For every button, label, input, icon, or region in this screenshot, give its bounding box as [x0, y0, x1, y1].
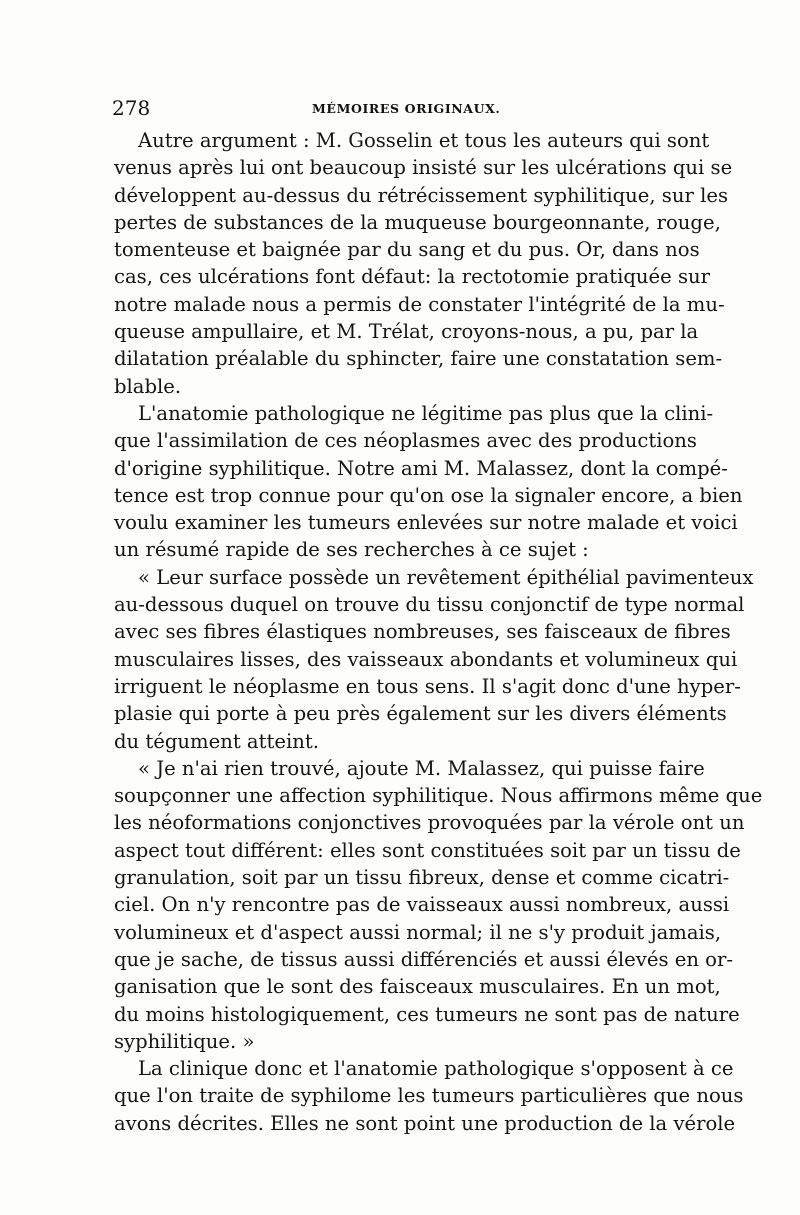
text-line: avons décrites. Elles ne sont point une production de la vérole — [114, 1111, 736, 1135]
text-line: d'origine syphilitique. Notre ami M. Malassez, dont la compé- — [114, 456, 728, 480]
text-line: soupçonner une affection syphilitique. Nous affirmons même que — [114, 784, 763, 808]
text-line: L'anatomie pathologique ne légitime pas plus que la clini- — [138, 401, 714, 425]
text-line: que l'on traite de syphilome les tumeurs particulières que nous — [114, 1084, 744, 1108]
text-line: irriguent le néoplasme en tous sens. Il s'agit donc d'une hyper- — [114, 674, 741, 698]
text-line: du tégument atteint. — [114, 729, 319, 753]
text-line: venus après lui ont beaucoup insisté sur les ulcérations qui se — [114, 156, 733, 180]
text-line: volumineux et d'aspect aussi normal; il ne s'y produit jamais, — [114, 920, 722, 944]
text-line: queuse ampullaire, et M. Trélat, croyons-nous, a pu, par la — [114, 320, 699, 344]
page-header — [112, 96, 688, 124]
text-line: au-dessous duquel on trouve du tissu conjonctif de type normal — [114, 593, 745, 617]
paragraph — [114, 400, 743, 564]
text-line: ciel. On n'y rencontre pas de vaisseaux aussi nombreux, aussi — [114, 893, 730, 917]
text-line: La clinique donc et l'anatomie pathologique s'opposent à ce — [138, 1057, 734, 1081]
paragraph — [114, 1055, 744, 1137]
paragraph — [114, 127, 733, 400]
text-line: musculaires lisses, des vaisseaux abondants et volumineux qui — [114, 647, 738, 671]
text-line: cas, ces ulcérations font défaut: la rectotomie pratiquée sur — [114, 265, 711, 289]
text-line: que je sache, de tissus aussi différenciés et aussi élevés en or- — [114, 947, 733, 971]
running-head: MÉMOIRES ORIGINAUX. — [312, 101, 501, 116]
text-line: « Je n'ai rien trouvé, ajoute M. Malassez, qui puisse faire — [138, 756, 705, 780]
body-text — [114, 127, 763, 1137]
text-line: blable. — [114, 374, 182, 398]
text-line: plasie qui porte à peu près également sur les divers éléments — [114, 702, 727, 726]
text-line: « Leur surface possède un revêtement épithélial pavimenteux — [138, 565, 754, 589]
text-line: granulation, soit par un tissu fibreux, dense et comme cicatri- — [114, 866, 730, 890]
text-line: voulu examiner les tumeurs enlevées sur notre malade et voici — [114, 511, 738, 535]
text-line: syphilitique. » — [114, 1029, 255, 1053]
text-line: aspect tout différent: elles sont constituées soit par un tissu de — [114, 838, 741, 862]
text-line: avec ses fibres élastiques nombreuses, ses faisceaux de fibres — [114, 620, 731, 644]
text-line: du moins histologiquement, ces tumeurs ne sont pas de nature — [114, 1002, 740, 1026]
text-line: dilatation préalable du sphincter, faire une constatation sem- — [114, 347, 723, 371]
text-line: tomenteuse et baignée par du sang et du pus. Or, dans nos — [114, 238, 700, 262]
paragraph — [114, 564, 754, 755]
text-line: développent au-dessus du rétrécissement syphilitique, sur les — [114, 183, 728, 207]
text-line: Autre argument : M. Gosselin et tous les auteurs qui sont — [138, 129, 710, 152]
text-line: pertes de substances de la muqueuse bourgeonnante, rouge, — [114, 210, 721, 234]
text-line: un résumé rapide de ses recherches à ce sujet : — [114, 538, 589, 562]
text-line: que l'assimilation de ces néoplasmes avec des productions — [114, 429, 697, 453]
paragraph — [114, 755, 763, 1055]
page-number: 278 — [112, 96, 151, 120]
text-line: ganisation que le sont des faisceaux musculaires. En un mot, — [114, 975, 721, 999]
text-line: tence est trop connue pour qu'on ose la signaler encore, a bien — [114, 483, 743, 507]
text-line: les néoformations conjonctives provoquées par la vérole ont un — [114, 811, 745, 835]
text-line: notre malade nous a permis de constater l'intégrité de la mu- — [114, 292, 725, 316]
